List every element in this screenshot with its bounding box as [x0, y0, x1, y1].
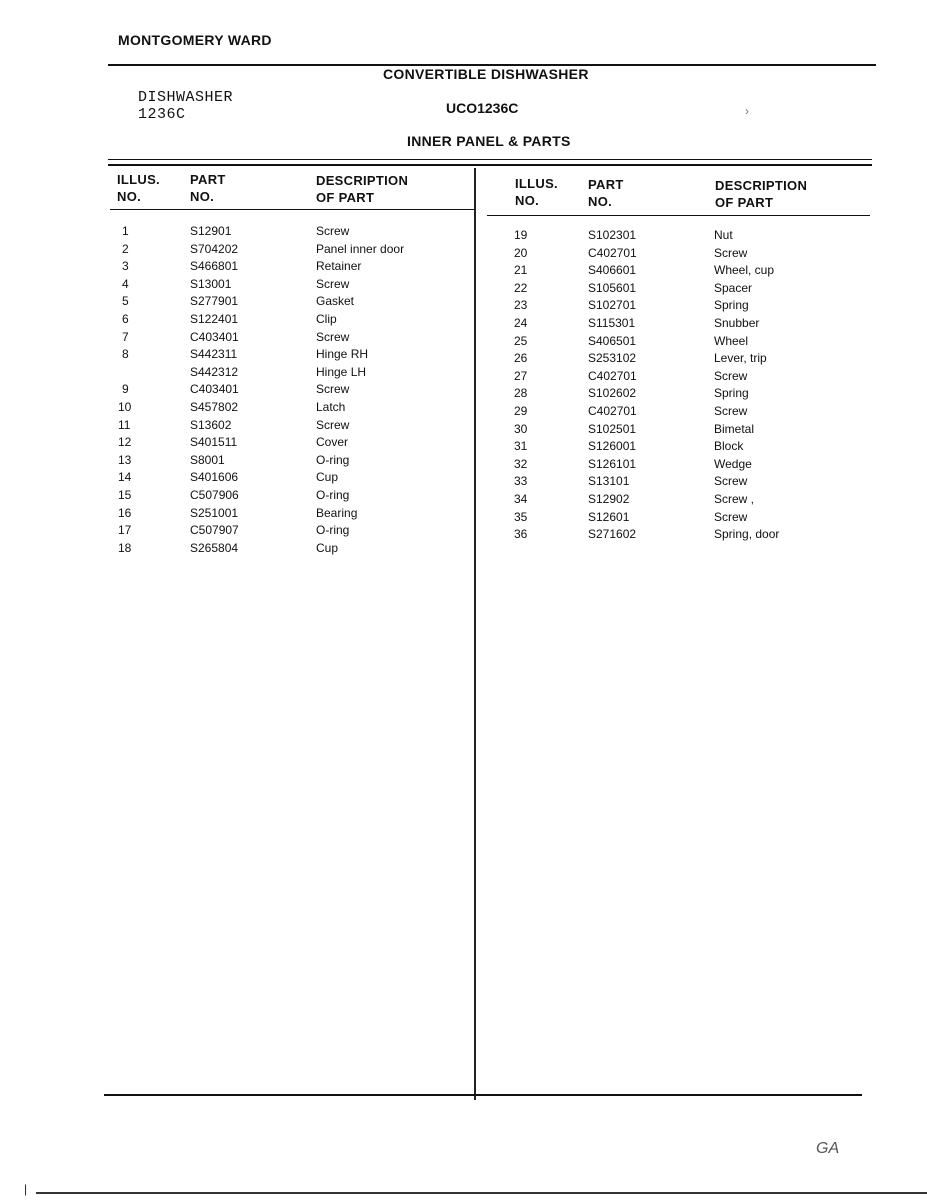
table-cell: 27	[514, 368, 528, 383]
table-top-rule-2	[108, 164, 872, 166]
table-cell: Spring	[714, 386, 749, 401]
table-cell: 5	[122, 294, 129, 309]
table-cell: Cup	[316, 470, 339, 485]
table-row	[0, 262, 927, 280]
table-cell: 2	[122, 241, 129, 256]
table-cell: Hinge LH	[316, 364, 367, 379]
table-cell: Block	[714, 439, 744, 454]
table-cell: Screw	[714, 474, 748, 489]
table-cell: S122401	[190, 311, 239, 326]
table-cell: C402701	[588, 245, 637, 260]
left-header-description	[316, 172, 408, 206]
column-header-line: ILLUS.	[117, 172, 160, 187]
table-row	[0, 526, 927, 544]
column-header-line: DESCRIPTION	[715, 178, 808, 193]
table-cell: Cover	[316, 435, 349, 450]
table-cell: S265804	[190, 540, 239, 555]
table-cell: Latch	[316, 399, 346, 414]
table-cell: Screw ,	[714, 491, 755, 506]
table-cell: 33	[514, 474, 528, 489]
table-cell: S13101	[588, 474, 630, 489]
table-cell: S13602	[190, 417, 232, 432]
table-row	[0, 280, 927, 298]
document-title: CONVERTIBLE DISHWASHER	[383, 66, 589, 82]
table-cell: S102701	[588, 298, 637, 313]
table-cell: Screw	[316, 417, 350, 432]
table-cell: 36	[514, 527, 528, 542]
column-header-line: OF PART	[316, 190, 375, 205]
right-header-description	[715, 177, 807, 211]
table-row	[0, 491, 927, 509]
table-cell: Spring	[714, 298, 749, 313]
table-cell: Gasket	[316, 294, 355, 309]
table-row	[0, 456, 927, 474]
table-cell: 29	[514, 403, 528, 418]
table-cell: 32	[514, 456, 528, 471]
column-header-line: ILLUS.	[515, 176, 558, 191]
table-row	[0, 333, 927, 351]
table-cell: Snubber	[714, 315, 760, 330]
table-cell: 1	[122, 224, 129, 238]
table-cell: 35	[514, 509, 528, 524]
table-cell: Bearing	[316, 505, 358, 520]
table-cell: 9	[122, 382, 129, 397]
table-cell: Nut	[714, 228, 733, 242]
table-cell: S115301	[588, 315, 636, 330]
section-title: INNER PANEL & PARTS	[407, 133, 571, 149]
table-cell: 12	[118, 435, 132, 450]
table-cell: Spring, door	[714, 527, 780, 542]
column-header-line: NO.	[515, 193, 540, 208]
table-cell: S251001	[190, 505, 239, 520]
product-label-line2: 1236C	[138, 106, 186, 123]
table-cell: Screw	[714, 509, 748, 524]
table-row	[0, 297, 927, 315]
corner-mark: GA	[816, 1140, 840, 1157]
table-row	[0, 421, 927, 439]
table-cell: Lever, trip	[714, 351, 767, 366]
table-cell: S105601	[588, 280, 637, 295]
table-cell: 22	[514, 280, 528, 295]
header-rule-left	[110, 209, 474, 210]
table-cell: S126101	[588, 456, 637, 471]
table-row	[0, 403, 927, 421]
table-row	[0, 473, 927, 491]
table-cell: S406501	[588, 333, 637, 348]
table-cell: C507907	[190, 523, 239, 538]
table-row	[0, 509, 927, 527]
table-cell: S126001	[588, 439, 637, 454]
column-header-line: PART	[588, 177, 624, 192]
table-cell: Panel inner door	[316, 241, 405, 256]
column-header-line: NO.	[588, 194, 613, 209]
table-cell: S401511	[190, 435, 238, 450]
table-cell: 25	[514, 333, 528, 348]
table-cell: C403401	[190, 329, 239, 344]
table-cell: S704202	[190, 241, 239, 256]
table-cell: S401606	[190, 470, 239, 485]
left-header-part	[190, 171, 226, 205]
table-cell: Screw	[714, 245, 748, 260]
table-cell: 13	[118, 452, 132, 467]
table-cell: 3	[122, 259, 129, 274]
table-cell: Hinge RH	[316, 347, 369, 362]
edge-tick: |	[24, 1182, 28, 1196]
header-rule-right	[487, 215, 870, 216]
table-cell: S12902	[588, 491, 630, 506]
table-cell: 20	[514, 245, 528, 260]
table-cell: Screw	[714, 368, 748, 383]
model-number: UCO1236C	[446, 100, 519, 116]
table-cell: 14	[118, 470, 132, 485]
table-row	[0, 385, 927, 403]
table-row	[0, 350, 927, 368]
column-header-line: DESCRIPTION	[316, 173, 409, 188]
table-cell: Screw	[316, 224, 350, 238]
table-cell: 31	[514, 439, 528, 454]
column-header-line: NO.	[190, 189, 215, 204]
table-cell: 6	[122, 311, 129, 326]
table-cell: S442311	[190, 347, 238, 362]
table-cell: S13001	[190, 276, 232, 291]
table-cell: S102301	[588, 228, 637, 242]
table-cell: Retainer	[316, 259, 362, 274]
table-cell: 34	[514, 491, 528, 506]
table-cell: 4	[122, 276, 129, 291]
table-cell: S8001	[190, 452, 225, 467]
table-cell: O-ring	[316, 523, 350, 538]
table-cell: S406601	[588, 263, 637, 278]
table-cell: 23	[514, 298, 528, 313]
table-cell: Wedge	[714, 456, 752, 471]
stray-mark: ›	[745, 104, 749, 118]
table-cell: S277901	[190, 294, 239, 309]
table-cell: S271602	[588, 527, 637, 542]
table-cell: C402701	[588, 403, 637, 418]
table-cell: S102602	[588, 386, 637, 401]
table-row	[0, 438, 927, 456]
right-parts-list	[0, 227, 927, 544]
table-cell: O-ring	[316, 452, 350, 467]
table-cell: 19	[514, 228, 528, 242]
table-row	[0, 227, 927, 245]
table-cell: 11	[118, 417, 131, 432]
table-cell: S12601	[588, 509, 630, 524]
table-cell: 26	[514, 351, 528, 366]
product-label-line1: DISHWASHER	[138, 89, 234, 106]
table-cell: 28	[514, 386, 528, 401]
bottom-rule	[104, 1094, 862, 1096]
table-cell: S102501	[588, 421, 637, 436]
table-cell: Spacer	[714, 280, 753, 295]
table-cell: 24	[514, 315, 528, 330]
table-cell: 7	[122, 329, 129, 344]
column-header-line: OF PART	[715, 195, 774, 210]
table-cell: C402701	[588, 368, 637, 383]
brand-name: MONTGOMERY WARD	[118, 32, 272, 48]
table-cell: C403401	[190, 382, 239, 397]
table-row	[0, 315, 927, 333]
table-cell: 30	[514, 421, 528, 436]
left-header-illus	[117, 171, 160, 205]
table-cell: S466801	[190, 259, 239, 274]
table-cell: 10	[118, 399, 132, 414]
table-cell: 16	[118, 505, 132, 520]
table-cell: Screw	[714, 403, 748, 418]
column-header-line: PART	[190, 172, 226, 187]
table-cell: C507906	[190, 487, 239, 502]
table-cell: Clip	[316, 311, 337, 326]
table-cell: Screw	[316, 276, 350, 291]
right-header-illus	[515, 175, 558, 209]
table-cell: S12901	[190, 224, 232, 238]
table-cell: 8	[122, 347, 129, 362]
table-cell: Wheel	[714, 333, 749, 348]
table-row	[0, 368, 927, 386]
page-edge-rule	[36, 1192, 927, 1194]
table-cell: 21	[514, 263, 528, 278]
right-header-part	[588, 176, 624, 210]
table-top-rule	[108, 159, 872, 160]
table-cell: Wheel, cup	[714, 263, 775, 278]
table-cell: O-ring	[316, 487, 350, 502]
table-cell: 15	[118, 487, 132, 502]
column-header-line: NO.	[117, 189, 142, 204]
table-cell: S457802	[190, 399, 239, 414]
table-cell: Screw	[316, 382, 350, 397]
table-cell: 17	[118, 523, 132, 538]
table-cell: S442312	[190, 364, 239, 379]
table-cell: 18	[118, 540, 132, 555]
table-cell: Cup	[316, 540, 339, 555]
table-cell: Bimetal	[714, 421, 755, 436]
table-cell: S253102	[588, 351, 637, 366]
table-row	[0, 245, 927, 263]
table-cell: Screw	[316, 329, 350, 344]
